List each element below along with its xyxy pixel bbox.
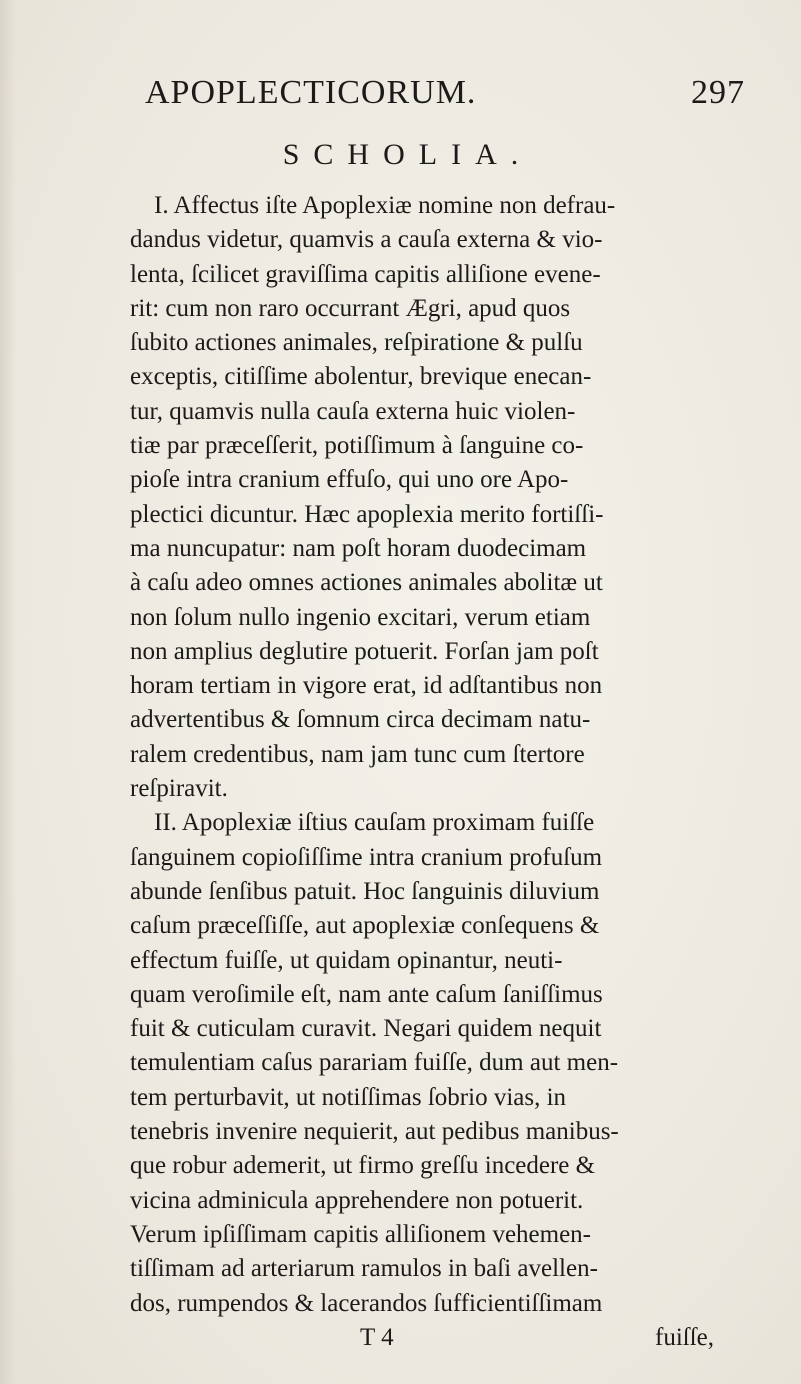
text-line: caſum præceſſiſſe, aut apoplexiæ conſequens & <box>130 912 600 940</box>
text-line: lenta, ſcilicet graviſſima capitis alliſione evene- <box>130 260 601 288</box>
text-line: effectum fuiſſe, ut quidam opinantur, neuti- <box>130 946 563 974</box>
text-line: exceptis, citiſſime abolentur, brevique enecan- <box>130 363 592 391</box>
body-text <box>130 189 770 1355</box>
text-line: quam veroſimile eſt, nam ante caſum ſaniſſimus <box>130 980 603 1008</box>
text-line: ma nuncupatur: nam poſt horam duodecimam <box>130 534 587 562</box>
text-line: ralem credentibus, nam jam tunc cum ſtertore <box>130 740 585 768</box>
text-line: Verum ipſiſſimam capitis alliſionem vehemen- <box>130 1220 591 1248</box>
text-line: ſubito actiones animales, reſpiratione & pulſu <box>130 329 583 357</box>
text-line: temulentiam caſus parariam fuiſſe, dum aut men- <box>130 1049 619 1077</box>
signature-line <box>130 1321 770 1355</box>
text-line: abunde ſenſibus patuit. Hoc ſanguinis diluvium <box>130 877 600 905</box>
section-title: SCHOLIA. <box>282 138 533 171</box>
text-line: tenebris invenire nequierit, aut pedibus manibus- <box>130 1118 619 1146</box>
text-line: vicina adminicula apprehendere non potuerit. <box>130 1186 584 1214</box>
text-line: à caſu adeo omnes actiones animales abolitæ ut <box>130 569 603 597</box>
text-line: dos, rumpendos & lacerandos ſufficientiſſimam <box>130 1289 603 1317</box>
text-line: tur, quamvis nulla cauſa externa huic violen- <box>130 397 576 425</box>
text-line: tiſſimam ad arteriarum ramulos in baſi avellen- <box>130 1255 598 1283</box>
running-head <box>145 74 745 114</box>
text-line: horam tertiam in vigore erat, id adſtantibus non <box>130 672 603 700</box>
text-line: fuit & cuticulam curavit. Negari quidem nequit <box>130 1015 602 1043</box>
text-line: advertentibus & ſomnum circa decimam natu- <box>130 706 591 734</box>
signature-mark: T 4 <box>360 1323 394 1351</box>
page-number: 297 <box>691 74 745 111</box>
text-line: rit: cum non raro occurrant Ægri, apud quos <box>130 294 571 322</box>
text-line: ſanguinem copioſiſſime intra cranium profuſum <box>130 843 603 871</box>
text-line: pioſe intra cranium effuſo, qui uno ore Apo- <box>130 466 569 494</box>
page-edge-shadow <box>0 0 16 1384</box>
text-line: II. Apoplexiæ iſtius cauſam proximam fuiſſe <box>154 809 595 837</box>
text-line: dandus videtur, quamvis a cauſa externa & vio- <box>130 226 603 254</box>
text-line: tiæ par præceſſerit, potiſſimum à ſanguine co- <box>130 432 584 460</box>
text-line: I. Affectus iſte Apoplexiæ nomine non defrau- <box>154 192 616 219</box>
text-line: non ſolum nullo ingenio excitari, verum etiam <box>130 603 591 631</box>
text-line: que robur ademerit, ut firmo greſſu incedere & <box>130 1152 596 1180</box>
text-line: plectici dicuntur. Hæc apoplexia merito fortiſſi- <box>130 500 604 528</box>
text-line: non amplius deglutire potuerit. Forſan jam poſt <box>130 637 599 665</box>
text-line: reſpiravit. <box>130 775 228 803</box>
running-title: APOPLECTICORUM. <box>145 74 477 111</box>
text-line: tem perturbavit, ut notiſſimas ſobrio vias, in <box>130 1083 567 1111</box>
catchword: fuiſſe, <box>655 1323 715 1351</box>
